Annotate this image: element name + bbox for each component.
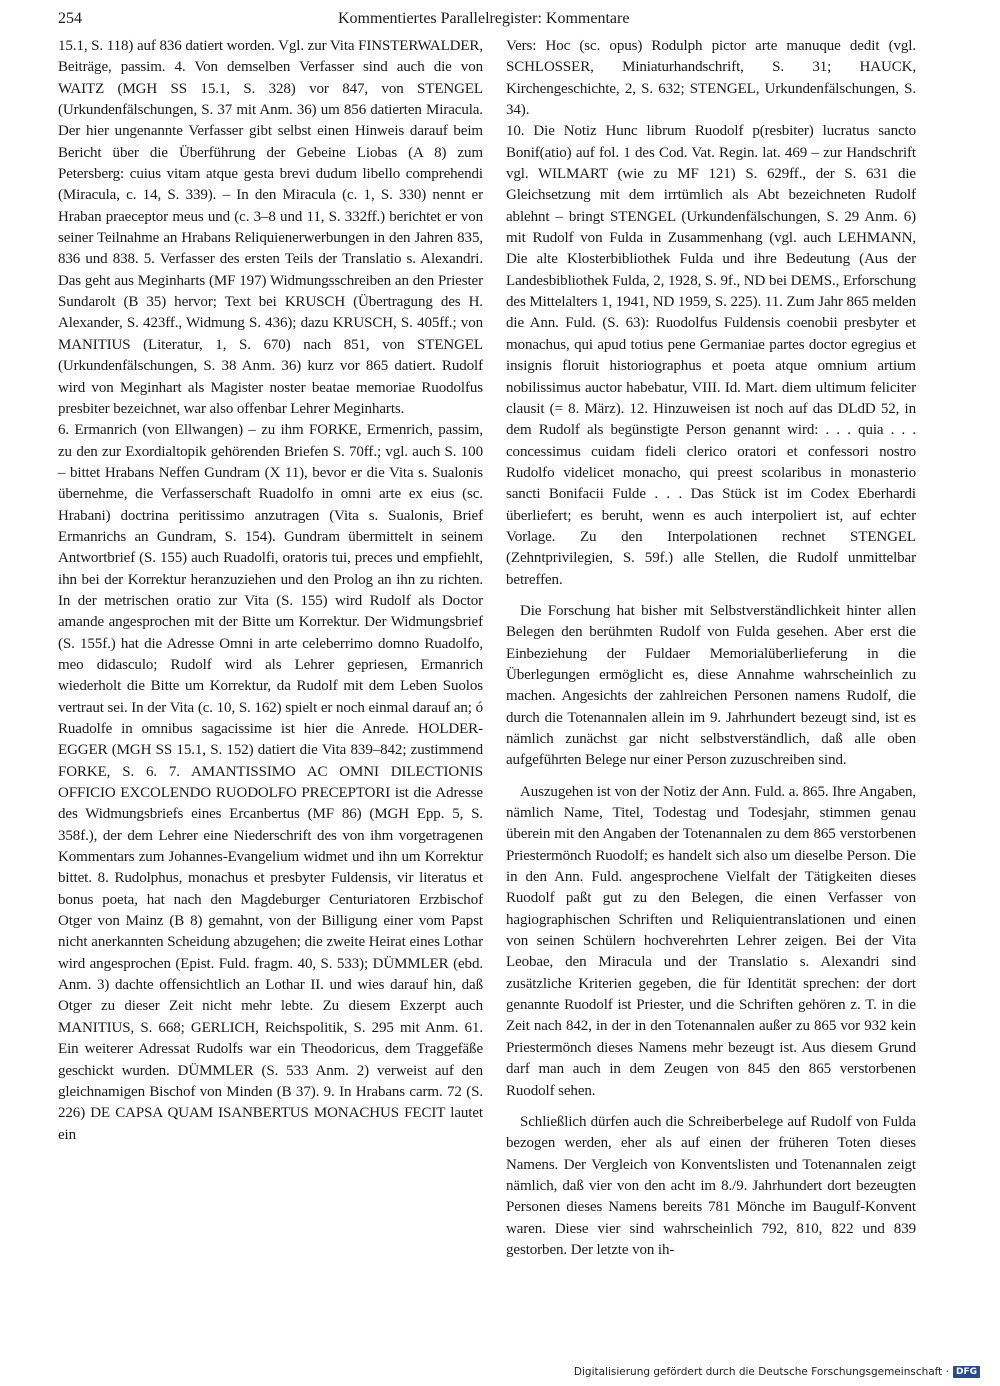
left-paragraph-1: 15.1, S. 118) auf 836 datiert worden. Vgl. zur Vita FINSTERWALDER, Beiträge, passim. 4. Von demselben Verfasser sind auch die von WAITZ (MGH SS 15.1, S. 328) vor 847, von STENGEL (Urkundenfälschungen, S. 37 mit Anm. 36) um 856 datierten Miracula. Der hier ungenannte Verfasser gibt selbst einen Hinweis darauf beim Bericht über die Überführung der Gebeine Liobas (A 8) zum Petersberg: cuius vitam atque gesta brevi dudum libello comprehendi (Miracula, c. 14, S. 339). – In den Miracula (c. 1, S. 330) nennt er Hraban praeceptor meus und (c. 3–8 und 11, S. 332ff.) berichtet er von seiner Teilnahme an Hrabans Reliquienerwerbungen in den Jahren 835, 836 und 838. 5. Verfasser des ersten Teils der Translatio s. Alexandri. Das geht aus Meginharts (MF 197) Widmungsschreiben an den Priester Sundarolt (B 35) hervor; Text bei KRUSCH (Übertragung des H. Alexander, S. 423ff., Widmung S. 436); dazu KRUSCH, S. 405ff.; von MANITIUS (Literatur, 1, S. 670) nach 851, von STENGEL (Urkundenfälschungen, S. 38 Anm. 36) kurz vor 865 datiert. Rudolf wird von Meginhart als Magister noster beatae memoriae Ruodolfus presbiter bezeichnet, war also offenbar Lehrer Meginharts. [58,38,483,417]
right-paragraph-2: 10. Die Notiz Hunc librum Ruodolf p(resbiter) lucratus sancto Bonif(atio) auf fol. 1 des Cod. Vat. Regin. lat. 469 – zur Handschrift vgl. WILMART (wie zu MF 121) S. 629ff., der S. 631 die Gleichsetzung mit dem irrtümlich als Abt bezeichneten Rudolf ablehnt – bringt STENGEL (Urkundenfälschungen, S. 29 Anm. 6) mit Rudolf von Fulda in Zusammenhang (vgl. auch LEHMANN, Die alte Klosterbibliothek Fulda und ihre Bedeutung (Aus der Landesbibliothek Fulda, 2, 1928, S. 9f., ND bei DEMS., Erforschung des Mittelalters 1, 1941, ND 1959, S. 225). 11. Zum Jahr 865 melden die Ann. Fuld. (S. 63): Ruodolfus Fuldensis coenobii presbyter et monachus, qui apud totius pene Germaniae partes doctor egregius et insignis floruit historiographus et poeta atque omnium artium nobilissimus auctor habebatur, VIII. Id. Mart. diem ultimum feliciter clausit (= 8. März). 12. Hinzuweisen ist noch auf das DLdD 52, in dem Rudolf als begünstigte Person genannt wird: . . . quia . . . concessimus cuidam fideli clerico oratori et confessori nostro Rudolfo videlicet monacho, qui preest scolaribus in monasterio sancti Bonifacii Fulde . . . Das Stück ist im Codex Eberhardi überliefert; es beruht, wenn es auch interpoliert ist, auf echter Vorlage. Zu den Interpolationen rechnet STENGEL (Zehntprivilegien, S. 59f.) alle Stellen, die Rudolf unmittelbar betreffen. [506,123,916,588]
funding-credit: Digitalisierung gefördert durch die Deutsche Forschungsgemeinschaft · [573,1366,949,1378]
digitization-footer [574,1366,980,1378]
page-number: 254 [58,10,82,27]
right-column [506,36,916,1261]
left-column [58,36,483,1146]
right-paragraph-4: Auszugehen ist von der Notiz der Ann. Fuld. a. 865. Ihre Angaben, nämlich Name, Titel, Todestag und Todesjahr, stimmen genau überein mit den Angaben der Totenannalen zu dem 865 verstorbenen Priestermönch Ruodolf; es handelt sich also um dieselbe Person. Die in den Ann. Fuld. angesprochene Vielfalt der Tätigkeiten dieses Ruodolf paßt gut zu den Belegen, die einen Verfasser von hagiographischen Schriften und Reliquientranslationen und einen von seinen Schülern hochverehrten Lehrer zeigen. Bei der Vita Leobae, den Miracula und der Translatio s. Alexandri sind zusätzliche Kriterien gegeben, die für Identität sprechen: der dort genannte Ruodolf ist Priester, und die Schriften gehören z. T. in die Zeit nach 842, in der in den Totenannalen außer zu 865 vor 932 kein Priestermönch dieses Namens mehr bezeugt ist. Aus diesem Grund darf man auch in dem Zeugen von 845 den 865 verstorbenen Ruodolf sehen. [506,783,916,1099]
left-paragraph-2: 6. Ermanrich (von Ellwangen) – zu ihm FORKE, Ermenrich, passim, zu den zur Exordialtopik gehörenden Briefen S. 70ff.; vgl. auch S. 100 – bittet Hrabans Neffen Gundram (X 11), bevor er die Vita s. Sualonis übernehme, die Verfasserschaft Ruadolfo in omni arte ex eius (sc. Hrabani) doctrina peritissimo anzutragen (Vita s. Sualonis, Brief Ermanrichs an Gundram, S. 154). Gundram übermittelt in seinem Antwortbrief (S. 155) auch Ruadolfi, oratoris tui, preces und empfiehlt, ihn bei der Korrektur heranzuziehen und den Prolog an ihn zu richten. In der metrischen oratio zur Vita (S. 155) wird Rudolf als Doctor amande angesprochen mit der Bitte um Korrektur. Der Widmungsbrief (S. 155f.) hat die Adresse Omni in arte celeberrimo domno Ruadolfo, meo didasculo; Rudolf wird als Lehrer gepriesen, Ermanrich wiederholt die Bitte um Korrektur, da Rudolf mit dem Leben Suolos vertraut sei. In der Vita (c. 10, S. 162) spielt er noch einmal darauf an; ó Ruadolfe in omnibus sagacissime ist hier die Anrede. HOLDER-EGGER (MGH SS 15.1, S. 152) datiert die Vita 839–842; zustimmend FORKE, S. 6. 7. AMANTISSIMO AC OMNI DILECTIONIS OFFICIO EXCOLENDO RUODOLFO PRECEPTORI ist die Adresse des Widmungsbriefs eines Ercanbertus (MF 86) (MGH Epp. 5, S. 358f.), der dem Lehrer eine Niederschrift des von ihm vorgetragenen Kommentars zum Johannes-Evangelium widmet und ihn um Korrektur bittet. 8. Rudolphus, monachus et presbyter Fuldensis, vir literatus et bonus poeta, hat nach den Magdeburger Centuriatoren Erzbischof Otger von Mainz (B 8) gemahnt, von der Billigung einer vom Papst nicht anerkannten Scheidung abzugehen; die zweite Heirat eines Lothar wird angesprochen (Epist. Fuld. fragm. 40, S. 533); DÜMMLER (ebd. Anm. 3) dachte offensichtlich an Lothar II. und wies darauf hin, daß Otger zu dieser Zeit nicht mehr lebte. Zu diesem Exzerpt auch MANITIUS, S. 668; GERLICH, Reichspolitik, S. 295 mit Anm. 61. Ein weiterer Adressat Rudolfs war ein Theodoricus, dem Traggefäße geschickt wurden. DÜMMLER (S. 533 Anm. 2) verweist auf den gleichnamigen Bischof von Minden (B 37). 9. In Hrabans carm. 72 (S. 226) DE CAPSA QUAM ISANBERTUS MONACHUS FECIT lautet ein [58,422,483,1143]
page-header [0,10,1000,34]
dfg-logo: DFG [953,1366,980,1378]
running-head: Kommentiertes Parallelregister: Kommentare [338,10,630,27]
right-paragraph-3: Die Forschung hat bisher mit Selbstverständlichkeit hinter allen Belegen den berühmten Rudolf von Fulda gesehen. Aber erst die Einbeziehung der Fuldaer Memorialüberlieferung in die Überlegungen ermöglicht es, diese Annahme wahrscheinlich zu machen. Angesichts der zahlreichen Personen namens Rudolf, die durch die Totenannalen allein im 9. Jahrhundert bezeugt sind, ist es nämlich zunächst gar nicht selbstverständlich, daß alle oben aufgeführten Belege nur einer Person zuzuschreiben sind. [506,602,916,769]
right-paragraph-1: Vers: Hoc (sc. opus) Rodulph pictor arte manuque dedit (vgl. SCHLOSSER, Miniaturhandschrift, S. 31; HAUCK, Kirchengeschichte, 2, S. 632; STENGEL, Urkundenfälschungen, S. 34). [506,38,916,119]
right-paragraph-5: Schließlich dürfen auch die Schreiberbelege auf Rudolf von Fulda bezogen werden, eher als auf einen der früheren Toten dieses Namens. Der Vergleich von Konventslisten und Totenannalen zeigt nämlich, daß vier von den acht im 8./9. Jahrhundert dort bezeugten Personen dieses Namens bereits 781 Mönche im Baugulf-Konvent waren. Diese vier sind wahrscheinlich 792, 810, 822 und 839 gestorben. Der letzte von ih- [506,1113,916,1258]
